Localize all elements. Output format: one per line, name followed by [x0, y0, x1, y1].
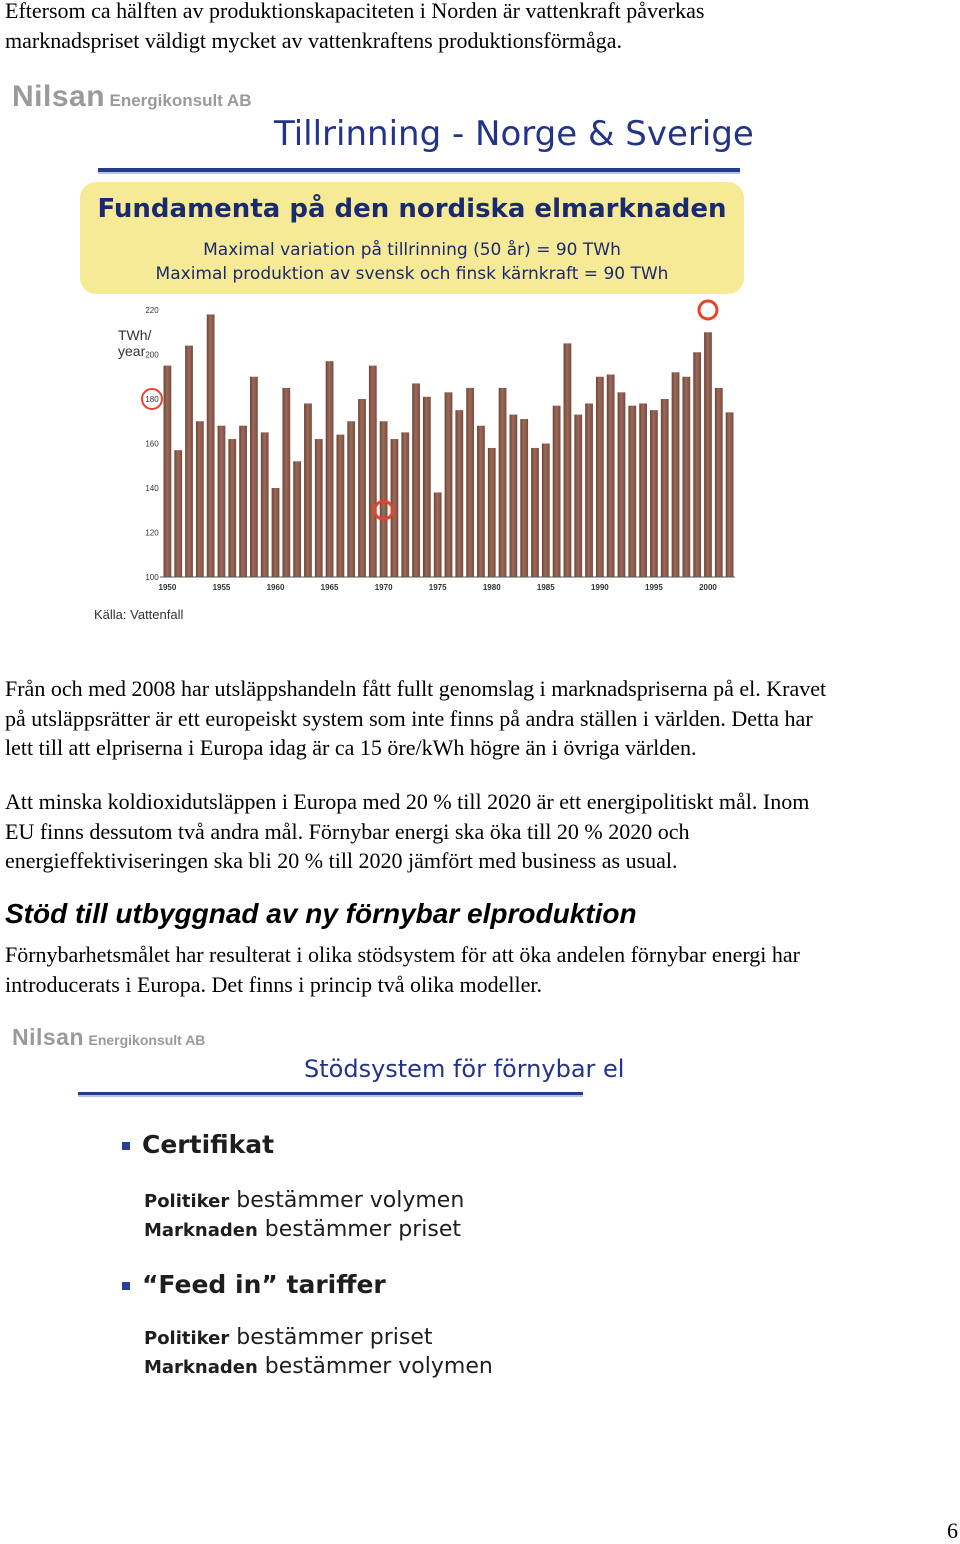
logo-sub: Energikonsult AB: [109, 91, 252, 110]
intro-paragraph: [5, 0, 955, 55]
data-bar: [650, 410, 658, 577]
data-bar: [239, 426, 247, 577]
data-bar: [412, 383, 420, 577]
data-bar: [607, 375, 615, 577]
x-tick-label: 1995: [645, 583, 663, 592]
para4-line-2: introducerats i Europa. Det finns i princip två olika modeller.: [5, 971, 543, 997]
company-logo-2: [12, 1024, 205, 1051]
y-tick-label: 220: [145, 306, 159, 315]
y-tick-label: 120: [145, 528, 159, 538]
data-bar: [661, 399, 669, 577]
data-bar: [369, 366, 377, 577]
data-bar: [174, 450, 182, 577]
data-bar: [315, 439, 323, 577]
eu-goals-paragraph: [5, 787, 955, 876]
section-heading: Stöd till utbyggnad av ny förnybar elproduktion: [5, 898, 637, 929]
data-bar: [618, 392, 626, 577]
x-tick-label: 2000: [699, 583, 717, 592]
chart-source: Källa: Vattenfall: [94, 607, 184, 622]
logo-main-2: Nilsan: [12, 1024, 85, 1050]
data-bar: [715, 388, 723, 577]
bullet-feed-in-tariffs: [122, 1270, 386, 1299]
data-bar: [445, 392, 453, 577]
para3-line-3: energieffektiviseringen ska bli 20 % till 2020 jämfört med business as usual.: [5, 848, 678, 873]
data-bar: [488, 448, 496, 577]
inflow-bar-chart: [0, 295, 960, 635]
x-tick-label: 1970: [374, 583, 393, 592]
data-bar: [672, 372, 680, 577]
data-bar: [164, 366, 172, 577]
x-tick-label: 1990: [590, 583, 609, 592]
y-tick-label: 100: [145, 573, 159, 582]
data-bar: [553, 406, 561, 577]
certificates-line-2-lead: Marknaden: [144, 1220, 258, 1241]
bullet-certificates: [122, 1130, 274, 1159]
data-bar: [477, 426, 485, 577]
x-tick-label: 1960: [266, 583, 285, 592]
support-systems-paragraph: [5, 940, 955, 999]
intro-line-2: marknadspriset väldigt mycket av vattenkraftens produktionsförmåga.: [5, 27, 623, 53]
fundamentals-title: Fundamenta på den nordiska elmarknaden: [97, 194, 727, 224]
data-bar: [293, 461, 301, 577]
title-underline: [98, 168, 740, 174]
data-bar: [434, 492, 442, 577]
logo-sub-2: Energikonsult AB: [88, 1032, 206, 1048]
y-tick-label: 160: [145, 439, 159, 449]
certificates-line-1: [144, 1188, 464, 1213]
fundamentals-line-1: Maximal variation på tillrinning (50 år) = 90 TWh: [203, 240, 621, 260]
data-bar: [682, 377, 690, 577]
para2-line-1: Från och med 2008 har utsläppshandeln fått fullt genomslag i marknadspriserna på el. Kravet: [5, 676, 827, 701]
highlight-marker: [699, 301, 717, 319]
data-bar: [196, 421, 204, 577]
feed-in-line-1-lead: Politiker: [144, 1328, 230, 1349]
title-underline-2: [78, 1092, 583, 1097]
fundamentals-box: [80, 182, 744, 294]
data-bar: [326, 361, 334, 577]
emissions-trading-paragraph: [5, 674, 955, 763]
feed-in-line-2: [144, 1354, 493, 1379]
feed-in-line-1: [144, 1325, 433, 1350]
company-logo: [12, 80, 251, 114]
para3-line-1: Att minska koldioxidutsläppen i Europa med 20 % till 2020 är ett energipolitiskt mål. Inom: [5, 789, 810, 814]
slide-title-2: Stödsystem för förnybar el: [304, 1055, 625, 1083]
data-bar: [466, 388, 474, 577]
data-bar: [336, 435, 344, 577]
bullet-square-icon: [122, 1282, 130, 1290]
feed-in-line-1-rest: bestämmer priset: [236, 1325, 433, 1350]
data-bar: [347, 421, 355, 577]
data-bar: [185, 346, 193, 577]
y-tick-label: 180: [145, 395, 159, 404]
data-bar: [520, 419, 528, 577]
data-bar: [455, 410, 463, 577]
data-bar: [499, 388, 507, 577]
data-bar: [693, 352, 701, 577]
data-bar: [401, 432, 409, 577]
data-bar: [358, 399, 366, 577]
data-bar: [272, 488, 280, 577]
data-bar: [304, 403, 312, 577]
certificates-line-1-lead: Politiker: [144, 1191, 230, 1212]
data-bar: [564, 343, 572, 577]
data-bar: [380, 421, 388, 577]
feed-in-line-2-lead: Marknaden: [144, 1357, 258, 1378]
y-tick-label: 200: [145, 350, 159, 360]
certificates-line-1-rest: bestämmer volymen: [236, 1188, 465, 1213]
data-bar: [228, 439, 236, 577]
bullet-square-icon: [122, 1142, 130, 1150]
x-tick-label: 1975: [428, 583, 447, 592]
data-bar: [509, 415, 517, 577]
data-bar: [628, 406, 636, 577]
para2-line-3: lett till att elpriserna i Europa idag är ca 15 öre/kWh högre än i övriga världen.: [5, 735, 697, 760]
certificates-line-2: [144, 1217, 461, 1242]
x-tick-label: 1980: [482, 583, 501, 592]
para4-line-1: Förnybarhetsmålet har resulterat i olika stödsystem för att öka andelen förnybar energi har: [5, 942, 800, 967]
data-bar: [218, 426, 226, 577]
data-bar: [423, 397, 431, 577]
fundamentals-line-2: Maximal produktion av svensk och finsk kärnkraft = 90 TWh: [155, 264, 669, 284]
slide-title: Tillrinning - Norge & Sverige: [274, 114, 754, 154]
data-bar: [250, 377, 258, 577]
data-bar: [207, 314, 215, 577]
para3-line-2: EU finns dessutom två andra mål. Förnybar energi ska öka till 20 % 2020 och: [5, 818, 690, 844]
data-bar: [531, 448, 539, 577]
certificates-line-2-rest: bestämmer priset: [264, 1217, 462, 1242]
y-tick-label: 140: [145, 484, 159, 493]
para2-line-2: på utsläppsrätter är ett europeiskt system som inte finns på andra ställen i världen. Detta har: [5, 705, 813, 731]
data-bar: [726, 412, 734, 577]
bullet-feed-in-label: “Feed in” tariffer: [142, 1270, 386, 1299]
y-axis-unit: TWh/ year: [118, 327, 152, 359]
data-bar: [282, 388, 290, 577]
logo-main: Nilsan: [12, 80, 106, 113]
intro-line-1: Eftersom ca hälften av produktionskapaciteten i Norden är vattenkraft påverkas: [5, 0, 705, 23]
data-bar: [261, 432, 269, 577]
data-bar: [704, 332, 712, 577]
data-bar: [585, 403, 593, 577]
x-tick-label: 1955: [212, 583, 231, 592]
bullet-certificates-label: Certifikat: [142, 1130, 275, 1159]
feed-in-line-2-rest: bestämmer volymen: [264, 1354, 493, 1379]
data-bar: [574, 415, 582, 577]
data-bar: [596, 377, 604, 577]
data-bar: [639, 403, 647, 577]
data-bar: [542, 444, 550, 578]
x-tick-label: 1985: [536, 583, 555, 592]
page-number: 6: [947, 1518, 958, 1543]
x-tick-label: 1950: [158, 583, 177, 592]
x-tick-label: 1965: [320, 583, 339, 592]
